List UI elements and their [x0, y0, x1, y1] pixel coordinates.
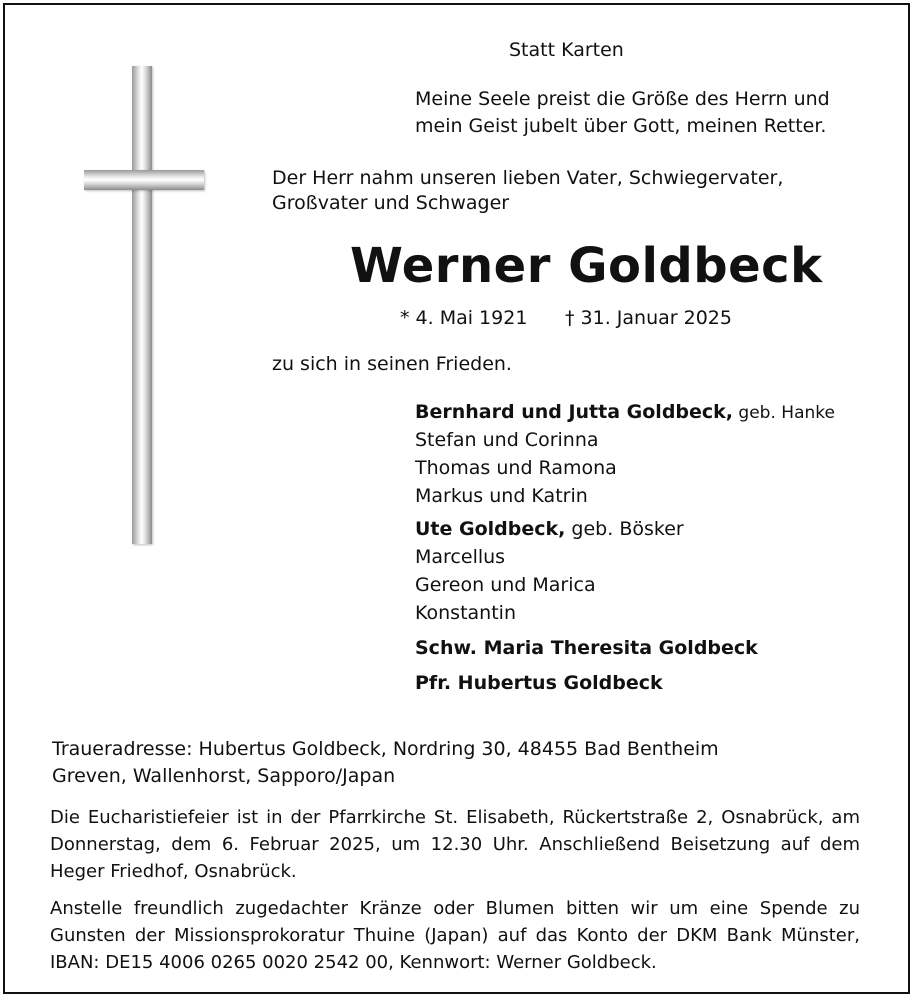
- verse-line-2: mein Geist jubelt über Gott, meinen Retter.: [415, 115, 827, 137]
- family1-member: Stefan und Corinna: [415, 429, 599, 451]
- intro-line-2: Großvater und Schwager: [272, 192, 510, 214]
- peace-line: zu sich in seinen Frieden.: [272, 353, 512, 375]
- family2-heading: [415, 515, 684, 543]
- service-paragraph: Die Eucharistiefeier ist in der Pfarrkirche St. Elisabeth, Rückertstraße 2, Osnabrück, am Donnerstag, dem 6. Februar 2025, um 12.30 Uhr. Anschließend Beisetzung auf dem Heger Friedhof, Osnabrück.: [50, 807, 860, 882]
- cross-icon-bar: [84, 170, 204, 190]
- sister-name: Schw. Maria Theresita Goldbeck: [415, 637, 758, 659]
- family1-heading: [415, 398, 835, 427]
- family1-member: Thomas und Ramona: [415, 457, 617, 479]
- deceased-name: Werner Goldbeck: [350, 238, 823, 294]
- birth-date: * 4. Mai 1921: [400, 307, 528, 329]
- verse-line-1: Meine Seele preist die Größe des Herrn und: [415, 88, 830, 110]
- intro-line-1: Der Herr nahm unseren lieben Vater, Schwiegervater,: [272, 167, 784, 189]
- family1-member: Markus und Katrin: [415, 485, 588, 507]
- family2-member: Gereon und Marica: [415, 574, 596, 596]
- address-line-1: Traueradresse: Hubertus Goldbeck, Nordring 30, 48455 Bad Bentheim: [52, 738, 719, 760]
- family2-member: Konstantin: [415, 602, 516, 624]
- donation-paragraph: Anstelle freundlich zugedachter Kränze oder Blumen bitten wir um eine Spende zu Gunsten der Missionsprokoratur Thuine (Japan) auf das Konto der DKM Bank Münster, IBAN: DE15 4006 0265 0020 2542 00, Kennwort: Werner Goldbeck.: [50, 898, 860, 973]
- cross-icon: [132, 66, 152, 544]
- family2-nee: geb. Bösker: [565, 518, 684, 540]
- death-date: † 31. Januar 2025: [565, 307, 732, 329]
- family1-name: Bernhard und Jutta Goldbeck,: [415, 401, 734, 423]
- family1-nee: geb. Hanke: [733, 403, 835, 423]
- priest-name: Pfr. Hubertus Goldbeck: [415, 672, 663, 694]
- statt-karten: Statt Karten: [509, 39, 624, 61]
- address-line-2: Greven, Wallenhorst, Sapporo/Japan: [52, 765, 396, 787]
- family2-member: Marcellus: [415, 546, 506, 568]
- family2-name: Ute Goldbeck,: [415, 518, 566, 540]
